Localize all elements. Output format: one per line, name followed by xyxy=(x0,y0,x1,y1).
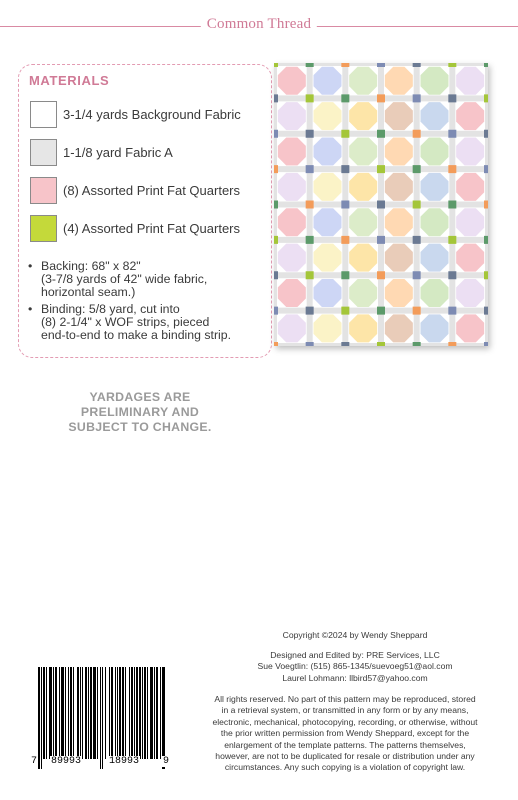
quilt-octagon-block xyxy=(349,102,377,130)
quilt-octagon-block xyxy=(314,208,342,236)
barcode-bar xyxy=(59,667,60,759)
barcode-bar xyxy=(156,667,158,759)
backing-note xyxy=(28,260,273,300)
material-label: 3-1/4 yards Background Fabric xyxy=(63,107,241,122)
barcode-bar xyxy=(109,667,110,759)
quilt-accent-square xyxy=(274,165,278,173)
barcode-bar xyxy=(139,667,141,759)
bullet-dot: • xyxy=(28,301,33,316)
barcode-bar xyxy=(38,667,40,769)
barcode-bar xyxy=(100,667,101,769)
barcode-bar xyxy=(93,667,96,759)
barcode-bar xyxy=(150,667,153,759)
barcode-bar xyxy=(68,667,69,759)
quilt-accent-square xyxy=(306,94,314,102)
quilt-octagon-block xyxy=(385,279,413,307)
quilt-octagon-block xyxy=(421,208,449,236)
barcode-bar xyxy=(85,667,87,759)
quilt-accent-square xyxy=(306,130,314,138)
barcode-bar xyxy=(65,667,66,759)
materials-notes xyxy=(28,260,273,345)
quilt-accent-square xyxy=(377,342,385,346)
binding-note xyxy=(28,303,273,343)
quilt-octagon-block xyxy=(314,173,342,201)
material-row-background xyxy=(30,101,280,128)
quilt-accent-square xyxy=(274,342,278,346)
note-line: (3-7/8 yards of 42" wide fabric, xyxy=(41,272,208,287)
quilt-accent-square xyxy=(341,271,349,279)
quilt-accent-square xyxy=(274,236,278,244)
quilt-accent-square xyxy=(377,201,385,209)
quilt-accent-square xyxy=(448,307,456,315)
quilt-accent-square xyxy=(448,201,456,209)
quilt-accent-square xyxy=(413,201,421,209)
barcode-bar xyxy=(88,667,89,759)
quilt-accent-square xyxy=(413,342,421,346)
quilt-octagon-block xyxy=(349,244,377,272)
barcode-bar xyxy=(115,667,116,759)
barcode-bar xyxy=(46,667,47,759)
quilt-accent-square xyxy=(448,94,456,102)
barcode-bar xyxy=(43,667,45,759)
quilt-accent-square xyxy=(413,130,421,138)
note-line: end-to-end to make a binding strip. xyxy=(41,328,232,343)
quilt-accent-square xyxy=(306,342,314,346)
barcode-bar xyxy=(41,667,42,769)
barcode-digits xyxy=(30,756,170,770)
swatch-green-prints xyxy=(30,215,57,242)
quilt-octagon-block xyxy=(314,137,342,165)
quilt-accent-square xyxy=(377,271,385,279)
quilt-accent-square xyxy=(306,307,314,315)
note-line: Backing: 68" x 82" xyxy=(41,259,141,273)
barcode-bar xyxy=(154,667,155,759)
quilt-octagon-block xyxy=(278,244,306,272)
barcode-bar xyxy=(97,667,98,759)
quilt-octagon-block xyxy=(278,208,306,236)
quilt-accent-square xyxy=(306,271,314,279)
legal-line: All rights reserved. No part of this pattern may be reproduced, stored xyxy=(214,694,476,704)
quilt-accent-square xyxy=(341,342,349,346)
quilt-accent-square xyxy=(448,236,456,244)
disclaimer-line: YARDAGES ARE xyxy=(89,390,191,404)
contact-line: Laurel Lohmann: llbird57@yahoo.com xyxy=(282,672,428,683)
quilt-octagon-block xyxy=(421,173,449,201)
material-label: (8) Assorted Print Fat Quarters xyxy=(63,183,241,198)
barcode-bars xyxy=(36,667,168,769)
quilt-accent-square xyxy=(341,94,349,102)
barcode xyxy=(36,667,168,769)
brand-title: Common Thread xyxy=(201,16,317,33)
quilt-octagon-block xyxy=(421,67,449,95)
barcode-bar xyxy=(129,667,130,759)
quilt-accent-square xyxy=(448,165,456,173)
legal-line: however, are not to be duplicated for resale or distribution under any xyxy=(215,751,475,762)
quilt-octagon-block xyxy=(421,279,449,307)
quilt-octagon-block xyxy=(349,314,377,342)
quilt-accent-square xyxy=(484,63,488,67)
quilt-octagon-block xyxy=(421,314,449,342)
quilt-octagon-block xyxy=(314,279,342,307)
barcode-bar xyxy=(119,667,121,759)
quilt-accent-square xyxy=(274,63,278,67)
quilt-accent-square xyxy=(377,236,385,244)
quilt-accent-square xyxy=(306,236,314,244)
quilt-accent-square xyxy=(274,130,278,138)
quilt-accent-square xyxy=(341,201,349,209)
quilt-accent-square xyxy=(413,307,421,315)
barcode-bar xyxy=(131,667,133,759)
quilt-octagon-block xyxy=(349,67,377,95)
barcode-digits-left: 89993 xyxy=(51,756,82,767)
quilt-octagon-block xyxy=(349,173,377,201)
quilt-accent-square xyxy=(341,307,349,315)
barcode-bar xyxy=(136,667,138,759)
barcode-bar xyxy=(90,667,92,759)
quilt-accent-square xyxy=(413,63,421,67)
quilt-accent-square xyxy=(448,271,456,279)
materials-title: MATERIALS xyxy=(29,73,110,88)
barcode-bar xyxy=(70,667,72,759)
quilt-accent-square xyxy=(377,130,385,138)
quilt-accent-square xyxy=(448,130,456,138)
material-label: 1-1/8 yard Fabric A xyxy=(63,145,173,160)
quilt-octagon-block xyxy=(456,314,484,342)
quilt-svg xyxy=(274,63,488,346)
quilt-accent-square xyxy=(341,165,349,173)
quilt-octagon-block xyxy=(278,314,306,342)
quilt-illustration xyxy=(274,63,488,346)
quilt-accent-square xyxy=(413,271,421,279)
barcode-bar xyxy=(122,667,124,759)
barcode-bar xyxy=(49,667,52,759)
quilt-accent-square xyxy=(484,130,488,138)
barcode-digits-right: 18993 xyxy=(109,756,140,767)
material-row-fabric-a xyxy=(30,139,280,166)
barcode-bar xyxy=(82,667,83,759)
quilt-octagon-block xyxy=(385,314,413,342)
barcode-bar xyxy=(111,667,113,759)
quilt-accent-square xyxy=(484,307,488,315)
quilt-accent-square xyxy=(484,94,488,102)
legal-notice xyxy=(180,694,510,774)
quilt-accent-square xyxy=(413,94,421,102)
credits-block xyxy=(220,630,490,684)
quilt-octagon-block xyxy=(456,279,484,307)
quilt-accent-square xyxy=(341,236,349,244)
barcode-digit-first: 7 xyxy=(31,756,38,767)
barcode-bar xyxy=(125,667,126,759)
barcode-bar xyxy=(80,667,81,759)
legal-line: electronic, mechanical, photocopying, recording, or otherwise, without xyxy=(212,716,478,727)
quilt-accent-square xyxy=(306,201,314,209)
disclaimer-line: PRELIMINARY AND xyxy=(80,405,200,419)
barcode-bar xyxy=(61,667,64,759)
barcode-bar xyxy=(162,667,165,769)
quilt-accent-square xyxy=(413,236,421,244)
quilt-accent-square xyxy=(377,63,385,67)
quilt-accent-square xyxy=(377,307,385,315)
barcode-bar xyxy=(144,667,146,759)
quilt-octagon-block xyxy=(314,67,342,95)
copyright-line: Copyright ©2024 by Wendy Sheppard xyxy=(282,630,428,640)
note-line: Binding: 5/8 yard, cut into xyxy=(41,301,180,316)
quilt-accent-square xyxy=(306,63,314,67)
barcode-bar xyxy=(73,667,74,759)
barcode-bar xyxy=(134,667,135,759)
barcode-digit-check: 9 xyxy=(163,756,170,767)
swatch-pink-prints xyxy=(30,177,57,204)
quilt-octagon-block xyxy=(314,314,342,342)
material-row-prints-8 xyxy=(30,177,280,204)
quilt-accent-square xyxy=(274,94,278,102)
quilt-accent-square xyxy=(274,307,278,315)
contact-line: Sue Voegtlin: (515) 865-1345/suevoeg51@aol.com xyxy=(257,661,453,672)
quilt-octagon-block xyxy=(278,279,306,307)
quilt-octagon-block xyxy=(421,244,449,272)
quilt-accent-square xyxy=(484,165,488,173)
barcode-bar xyxy=(160,667,161,759)
barcode-bar xyxy=(147,667,148,759)
swatch-background xyxy=(30,101,57,128)
quilt-accent-square xyxy=(341,63,349,67)
disclaimer-line: SUBJECT TO CHANGE. xyxy=(68,420,212,434)
yardage-disclaimer xyxy=(40,390,240,435)
quilt-octagon-block xyxy=(314,102,342,130)
quilt-octagon-block xyxy=(421,137,449,165)
quilt-octagon-block xyxy=(349,137,377,165)
swatch-fabric-a xyxy=(30,139,57,166)
legal-line: in a retrieval system, or transmitted in any form or by any means, xyxy=(221,705,469,716)
legal-line: circumstances. Any such copying is a violation of copyright law. xyxy=(224,762,466,773)
barcode-bar xyxy=(53,667,54,759)
quilt-accent-square xyxy=(484,236,488,244)
bullet-dot: • xyxy=(28,259,33,273)
barcode-bar xyxy=(142,667,143,759)
legal-line: enlargement of the template patterns. The patterns themselves, xyxy=(224,739,466,750)
quilt-octagon-block xyxy=(349,208,377,236)
quilt-accent-square xyxy=(448,342,456,346)
quilt-accent-square xyxy=(484,342,488,346)
barcode-bar xyxy=(77,667,79,759)
quilt-accent-square xyxy=(274,201,278,209)
barcode-bar xyxy=(55,667,57,759)
material-label: (4) Assorted Print Fat Quarters xyxy=(63,221,241,236)
quilt-accent-square xyxy=(306,165,314,173)
quilt-octagon-block xyxy=(349,279,377,307)
quilt-accent-square xyxy=(448,63,456,67)
barcode-bar xyxy=(105,667,106,759)
barcode-bar xyxy=(102,667,103,769)
quilt-accent-square xyxy=(484,201,488,209)
legal-line: the prior written permission from Wendy Sheppard, except for the xyxy=(220,728,470,739)
note-line: horizontal seam.) xyxy=(41,285,136,300)
quilt-accent-square xyxy=(377,94,385,102)
note-line: (8) 2-1/4" x WOF strips, pieced xyxy=(41,314,210,329)
quilt-accent-square xyxy=(377,165,385,173)
barcode-bar xyxy=(117,667,118,759)
quilt-accent-square xyxy=(341,130,349,138)
material-row-prints-4 xyxy=(30,215,280,242)
quilt-octagon-block xyxy=(421,102,449,130)
quilt-accent-square xyxy=(413,165,421,173)
quilt-octagon-block xyxy=(314,244,342,272)
quilt-accent-square xyxy=(484,271,488,279)
designed-by-line: Designed and Edited by: PRE Services, LLC xyxy=(270,650,440,661)
quilt-accent-square xyxy=(274,271,278,279)
